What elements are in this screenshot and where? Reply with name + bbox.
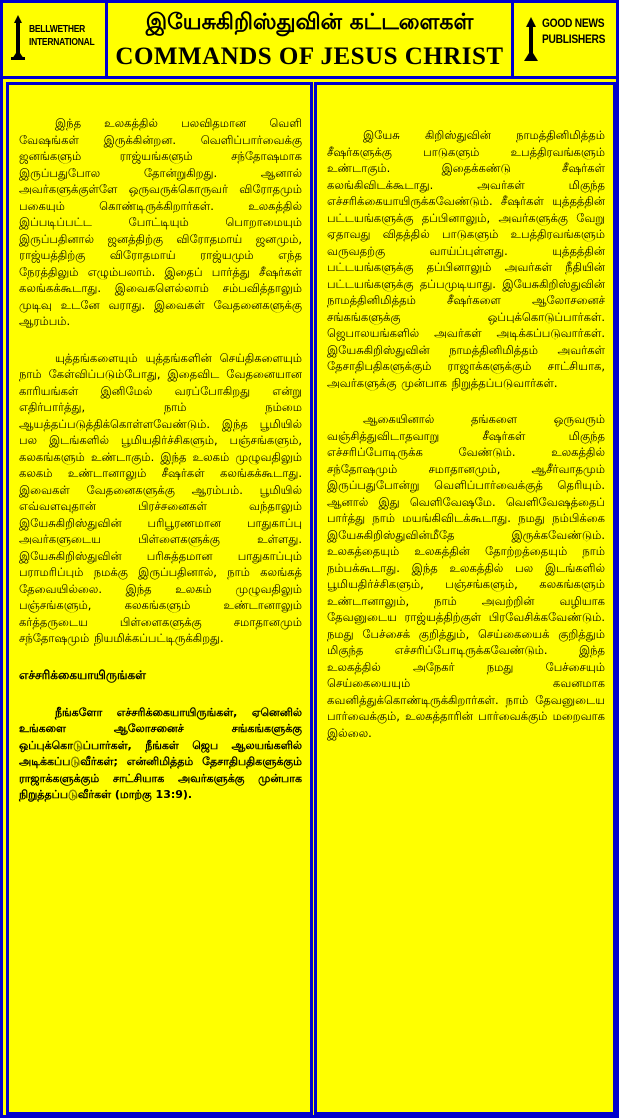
left-column bbox=[6, 82, 313, 1115]
logo-line-1: GOOD NEWS bbox=[542, 16, 605, 30]
right-paragraph-2: ஆகையினால் தங்களை ஒருவரும் வஞ்சித்துவிடாதவாறு சீஷர்கள் மிகுந்த எச்சரிப்போடிருக்க வேண்டும். உலகத்தில் சந்தோஷமும் சமாதானமும், ஆசீர்வாதமும் இருப்பதுபோன்று வெளிப்பார்வைக்குத் தெரியும். ஆனால் இது வெளிவேஷமே. வெளிவேஷத்தைப் பார்த்து நாம் மயங்கிவிடக்கூடாது. நமது நம்பிக்கை இயேசுகிறிஸ்துவின்மீதே இருக்கவேண்டும். உலகத்தையும் உலகத்தின் தோற்றத்தையும் நாம் நம்பக்கூடாது. இந்த உலகத்தில் பல இடங்களில் பூமியதிர்ச்சிகளும், பஞ்சங்களும், கலகங்களும் உண்டானாலும், நாம் அவற்றின் வழியாக தேவனுடைய ராஜ்யத்திற்குள் பிரவேசிக்கவேண்டும். நமது பேச்சைக் குறித்தும், செய்கையைக் குறித்தும் மிகுந்த எச்சரிப்போடிருக்கவேண்டும். இந்த உலகத்தில் அநேகர் நமது பேச்சையும் செய்கையையும் கவனமாக கவனித்துக்கொண்டிருக்கிறார்கள். நாம் தேவனுடைய பார்வைக்கும், உலகத்தாரின் பார்வைக்கும் மறைவாக இல்லை. bbox=[327, 412, 605, 740]
logo-line-2: INTERNATIONAL bbox=[29, 37, 95, 48]
header bbox=[3, 3, 616, 79]
page-title-tamil: இயேசுகிறிஸ்துவின் கட்டளைகள் bbox=[145, 10, 474, 35]
good-news-logo-icon bbox=[522, 15, 540, 63]
right-paragraph-1: இயேசு கிறிஸ்துவின் நாமத்தினிமித்தம் சீஷர்களுக்கு பாடுகளும் உபத்திரவங்களும் உண்டாகும். இதைக்கண்டு சீஷர்கள் கலங்கிவிடக்கூடாது. அவர்கள் மிகுந்த எச்சரிக்கையாயிருக்கவேண்டும். சீஷர்கள் யுத்தத்தின் பட்டயங்களுக்கு தப்பினாலும், அவர்களுக்கு வேறு ஏதாவது விதத்தில் பாடுகளும் உபத்திரவங்களும் வருவதற்கு வாய்ப்புள்ளது. யுத்தத்தின் பட்டயங்களுக்கு தப்பினாலும் அவர்கள் நீதியின் பட்டயங்களுக்கு தப்பமுடியாது. இயேசுகிறிஸ்துவின் நாமத்தினிமித்தம் சீஷர்களை ஆலோசனைச் சங்கங்களுக்கு ஒப்புக்கொடுப்பார்கள். ஜெபாலயங்களில் அவர்கள் அடிக்கப்படுவார்கள். இயேசுகிறிஸ்துவின் நாமத்தினிமித்தம் அவர்கள் தேசாதிபதிகளுக்கும் ராஜாக்களுக்கும் சாட்சியாக, அவர்களுக்கு முன்பாக நிறுத்தப்படுவார்கள். bbox=[327, 128, 605, 390]
good-news-logo-text bbox=[542, 15, 607, 47]
bellwether-logo-icon bbox=[9, 13, 27, 61]
title-block bbox=[111, 3, 508, 76]
left-paragraph-1: இந்த உலகத்தில் பலவிதமான வெளி வேஷங்கள் இருக்கின்றன. வெளிப்பார்வைக்கு ஜனங்களும் ராஜ்யங்களும் சந்தோஷமாக இருப்பதுபோல தோன்றுகிறது. ஆனால் அவர்களுக்குள்ளே ஒருவருக்கொருவர் விரோதமும் பகையும் கொண்டிருக்கிறார்கள். உலகத்தில் இப்படிப்பட்ட போட்டியும் பொறாமையும் இருப்பதினால் ஜனத்திற்கு விரோதமாய் ஜனமும், ராஜ்யத்திற்கு விரோதமாய் ராஜ்யமும் எந்த நேரத்திலும் எழும்பலாம். இதைப் பார்த்து சீஷர்கள் கலங்கக்கூடாது. இவைகளெல்லாம் சம்பவித்தாலும் முடிவு உடனே வராது. இவைகள் வேதனைகளுக்கு ஆரம்பம். bbox=[19, 116, 302, 328]
bellwether-logo bbox=[3, 3, 108, 76]
page-title-english: COMMANDS OF JESUS CHRIST bbox=[115, 43, 504, 70]
logo-line-2: PUBLISHERS bbox=[542, 32, 606, 46]
section-heading: எச்சரிக்கையாயிருங்கள் bbox=[19, 667, 147, 682]
good-news-publishers-logo bbox=[511, 3, 616, 76]
left-paragraph-2: யுத்தங்களையும் யுத்தங்களின் செய்திகளையும் நாம் கேள்விப்படும்போது, இதைவிட வேதனையான காரியங்கள் இனிமேல் வரப்போகிறது என்று எதிர்பார்த்து, நாம் நம்மை ஆயத்தப்படுத்திக்கொள்ளவேண்டும். இந்த பூமியில் பல இடங்களில் பூமியதிர்ச்சிகளும், பஞ்சங்களும், கலகங்களும் உண்டாகும். இந்த உலகம் முழுவதிலும் கலகம் உண்டானாலும் சீஷர்கள் கலங்கக்கூடாது. இவைகள் வேதனைகளுக்கு ஆரம்பம். பூமியில் எவ்வளவுதான் பிரச்சனைகள் வந்தாலும் இயேசுகிறிஸ்துவின் பரிபூரணமான பாதுகாப்பு அவர்களுடைய பிள்ளைகளுக்கு உள்ளது. இயேசுகிறிஸ்துவின் பரிசுத்தமான பாதுகாப்பும் பராமரிப்பும் நமக்கு இருப்பதினால், நாம் கலங்கத் தேவையில்லை. இந்த உலகம் முழுவதிலும் பஞ்சங்களும், கலகங்களும் உண்டானாலும் கர்த்தருடைய பிள்ளைகளுக்கு சமாதானமும் சந்தோஷமும் நியமிக்கப்பட்டிருக்கிறது. bbox=[19, 350, 302, 645]
bellwether-logo-text bbox=[29, 23, 94, 49]
logo-line-1: BELLWETHER bbox=[29, 24, 86, 35]
right-column bbox=[314, 82, 616, 1115]
scripture-quote: நீங்களோ எச்சரிக்கையாயிருங்கள், ஏனெனில் உங்களை ஆலோசனைச் சங்கங்களுக்கு ஒப்புக்கொடுப்பார்கள், நீங்கள் ஜெப ஆலயங்களில் அடிக்கப்படுவீர்கள்; என்னிமித்தம் தேசாதிபதிகளுக்கும் ராஜாக்களுக்கும் சாட்சியாக அவர்களுக்கு முன்பாக நிறுத்தப்படுவீர்கள் (மாற்கு 13:9). bbox=[19, 705, 302, 801]
